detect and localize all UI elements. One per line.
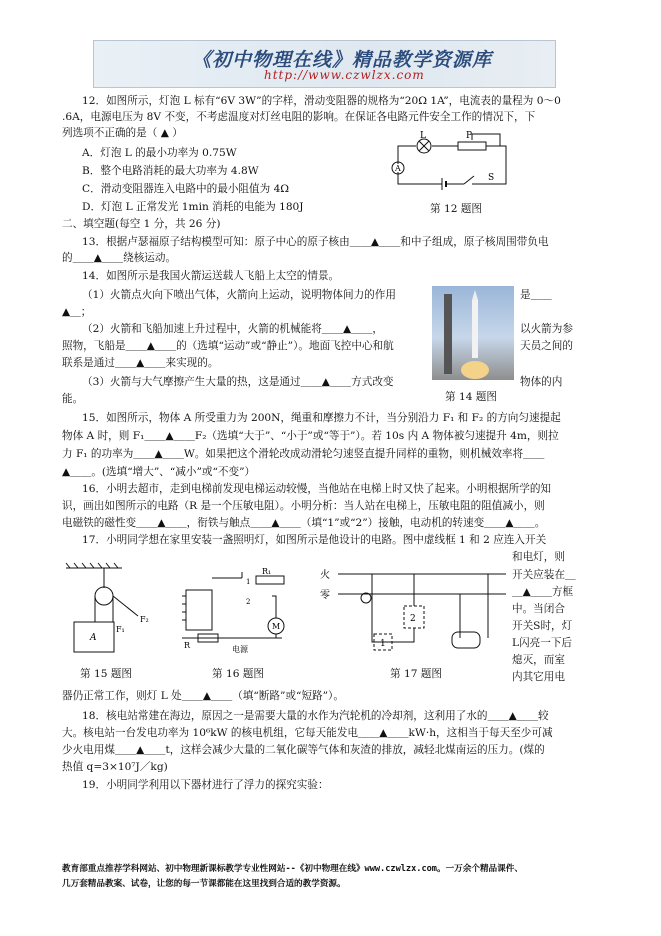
q17-side-6: L闪亮一下后 (512, 637, 573, 649)
fig17-caption: 第 17 题图 (390, 668, 442, 680)
q13-line-2: 的＿＿▲＿＿绕核运动。 (62, 252, 177, 264)
q14-part3: （3）火箭与大气摩擦产生大量的热，这是通过＿＿▲＿＿方式改变 (82, 376, 394, 388)
q17-line-1: 17．小明同学想在家里安装一盏照明灯，如图所示是他设计的电路。图中虚线框 1 和 2 应连入开关 (82, 534, 547, 546)
q16-line-1: 16．小明去超市，走到电梯前发现电梯运动较慢，当他站在电梯上时又快了起来。小明根据所学的知 (82, 483, 552, 495)
q14-side-2: 以火箭为参 (520, 323, 573, 335)
fig14-caption: 第 14 题图 (445, 391, 497, 403)
q17-side-7: 熄灭，而室 (512, 654, 565, 666)
q14-side-1: 是＿＿ (520, 289, 552, 301)
q15-line-3: 力 F₁ 的功率为＿＿▲＿＿W。如果把这个滑轮改成动滑轮匀速竖直提升同样的重物，则机械效率将＿＿ (62, 448, 545, 460)
q14-part1: （1）火箭点火向下喷出气体，火箭向上运动，说明物体间力的作用 (82, 289, 396, 301)
q19-line-1: 19．小明同学利用以下器材进行了浮力的探究实验： (82, 779, 329, 791)
q12-option-a: A．灯泡 L 的最小功率为 0.75W (82, 147, 237, 159)
fig15-label-F1: F₁ (116, 625, 125, 634)
q18-line-2: 大。核电站一台发电功率为 10⁶kW 的核电机组，它每天能发电＿＿▲＿＿kW·h，这相当于每天至少可减 (62, 727, 553, 739)
q18-line-4: 热值 q=3×10⁷J／kg) (62, 761, 168, 773)
q14-part2: （2）火箭和飞船加速上升过程中，火箭的机械能将＿＿▲＿＿， (82, 323, 383, 335)
q15-line-2: 物体 A 时，则 F₁＿＿▲＿＿F₂（选填“大于”、“小于”或“等于”）。若 10s 内 A 物体被匀速提升 4m，则拉 (62, 430, 559, 442)
fig12-label-L: L (420, 131, 426, 141)
fig14-rocket-photo (432, 286, 514, 380)
fig15-label-F2: F₂ (140, 615, 149, 624)
q14-part2-line2: 照物，飞船是＿＿▲＿＿的（选填“运动”或“静止”）。地面飞控中心和航 (62, 340, 394, 352)
q14-side-4: 物体的内 (520, 376, 563, 388)
fig17-label-live: 火 (320, 570, 330, 581)
banner-url: http://www.czwlzx.com (264, 68, 425, 82)
q17-side-8: 内其它用电 (512, 671, 565, 683)
fig16-label-1: 1 (246, 578, 251, 586)
q17-side-4: 中。当闭合 (512, 603, 565, 615)
footer-line-1: 教育部重点推荐学科网站、初中物理新课标教学专业性网站--《初中物理在线》www.czwlzx.com。一万余个精品课件、 (62, 864, 523, 874)
fig16-label-R1: R₁ (262, 567, 272, 576)
q14-side-3: 天员之间的 (520, 340, 573, 352)
fig16-label-2: 2 (246, 598, 251, 606)
fig15-caption: 第 15 题图 (80, 668, 132, 680)
q16-line-2: 识，画出如图所示的电路（R 是一个压敏电阻）。小明分析：当人站在电梯上，压敏电阻的阻值减小，则 (62, 500, 545, 512)
q15-line-1: 15．如图所示，物体 A 所受重力为 200N，绳重和摩擦力不计，当分别沿力 F₁ 和 F₂ 的方向匀速提起 (82, 412, 561, 424)
fig17-wiring (320, 562, 510, 662)
fig17-box-2: 2 (410, 614, 416, 624)
q17-side-3: ＿▲＿＿方框 (512, 586, 574, 598)
fig16-label-R: R (184, 641, 191, 650)
fig17-label-neutral: 零 (320, 590, 330, 601)
fig16-caption: 第 16 题图 (212, 668, 264, 680)
q12-option-b: B．整个电路消耗的最大功率为 4.8W (82, 165, 259, 177)
q12-option-c: C．滑动变阻器连入电路中的最小阻值为 4Ω (82, 183, 290, 195)
q12-line-1: 12．如图所示，灯泡 L 标有“6V 3W”的字样，滑动变阻器的规格为“20Ω 1A”，电流表的量程为 0～0 (82, 95, 561, 107)
q17-side-5: 开关S时，灯 (512, 620, 573, 632)
fig15-pulley (62, 560, 162, 660)
q17-side-2: 开关应装在＿ (512, 569, 576, 581)
q12-line-3: 列选项不正确的是（ ▲ ） (62, 127, 183, 139)
fig12-label-S: S (488, 173, 495, 183)
q17-side-1: 和电灯，则 (512, 551, 565, 563)
fig12-label-ammeter: A (395, 164, 401, 173)
fig15-label-A: A (90, 633, 97, 643)
q18-line-3: 少火电用煤＿＿▲＿＿t，这样会减少大量的二氧化碳等气体和灰渣的排放，减轻北煤南运的压力。(煤的 (62, 744, 545, 756)
q12-line-2: .6A，电源电压为 8V 不变，不考虑温度对灯丝电阻的影响。在保证各电路元件安全工作的情况下，下 (62, 111, 536, 123)
q14-line-1: 14．如图所示是我国火箭运送载人飞船上太空的情景。 (82, 270, 340, 282)
q13-line-1: 13．根据卢瑟福原子结构模型可知：原子中心的原子核由＿＿▲＿＿和中子组成，原子核周围带负电 (82, 236, 549, 248)
q14-part1-blank: ▲＿； (62, 306, 92, 318)
banner-title: 《初中物理在线》精品教学资源库 (192, 49, 493, 71)
fig12-caption: 第 12 题图 (430, 203, 482, 215)
q17-last-line: 器仍正常工作，则灯 L 处＿＿▲＿＿（填“断路”或“短路”）。 (62, 690, 344, 702)
section-heading: 二、填空题(每空 1 分，共 26 分) (62, 218, 221, 230)
fig16-label-M: M (272, 622, 281, 631)
q18-line-1: 18．核电站常建在海边，原因之一是需要大量的水作为汽轮机的冷却剂，这利用了水的＿＿▲＿＿较 (82, 710, 549, 722)
fig16-label-power: 电源 (232, 645, 248, 654)
fig12-circuit (388, 128, 518, 194)
fig16-relay (172, 566, 296, 660)
q15-line-4: ▲＿＿。(选填“增大”、“减小”或“不变”） (62, 466, 256, 478)
q12-option-d: D．灯泡 L 正常发光 1min 消耗的电能为 180J (82, 201, 304, 213)
q16-line-3: 电磁铁的磁性变＿＿▲＿＿，衔铁与触点＿＿▲＿＿（填“1”或“2”）接触，电动机的转速变＿＿▲＿＿。 (62, 517, 546, 529)
q14-part2-line3: 联系是通过＿＿▲＿＿来实现的。 (62, 357, 219, 369)
q14-part3-line2: 能。 (62, 393, 84, 405)
fig12-label-P: P (466, 131, 473, 141)
fig17-box-1: 1 (380, 639, 386, 649)
header-banner (93, 40, 556, 88)
footer-line-2: 几万套精品教案、试卷，让您的每一节课都能在这里找到合适的教学资源。 (62, 879, 346, 889)
